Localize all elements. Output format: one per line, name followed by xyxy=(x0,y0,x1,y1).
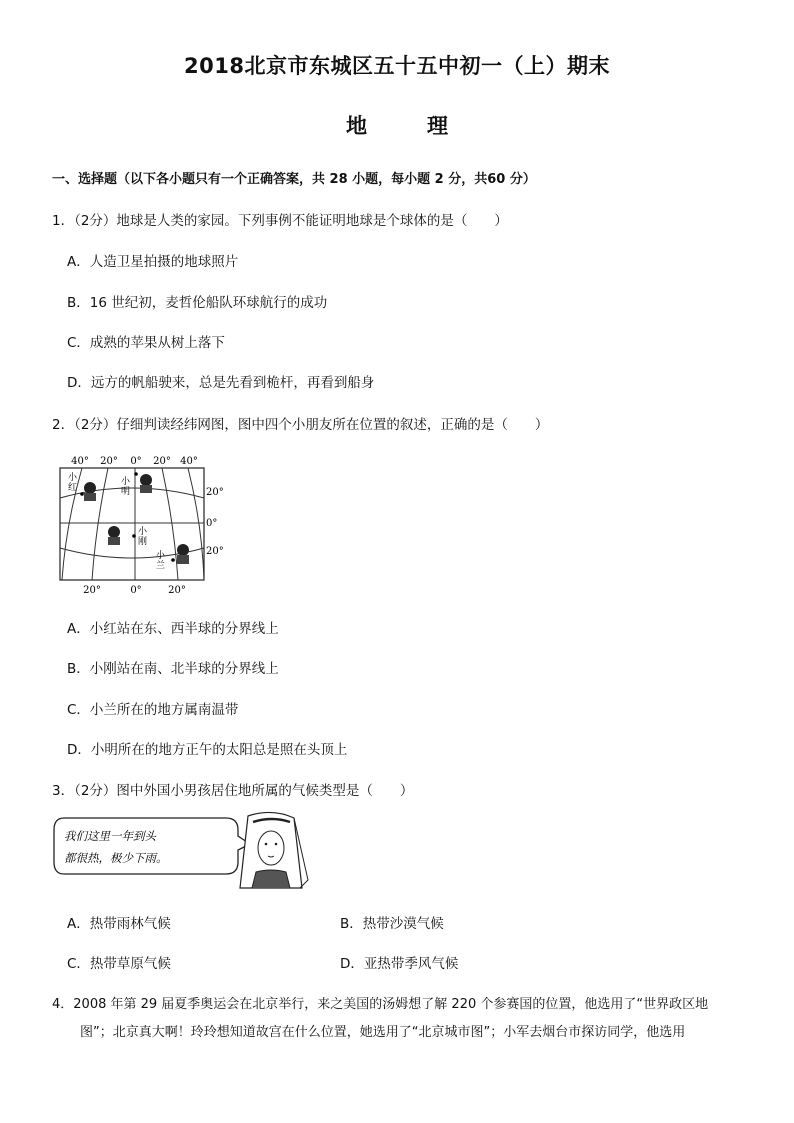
kid-label-xiaogang: 小 xyxy=(138,527,148,537)
question-3-stem: 3．（2分）图中外国小男孩居住地所属的气候类型是（ ） xyxy=(52,783,414,799)
arab-boy-icon xyxy=(240,812,308,888)
question-2-stem: 2．（2分）仔细判读经纬网图，图中四个小朋友所在位置的叙述，正确的是（ ） xyxy=(52,417,549,433)
lon-label: 20° xyxy=(83,585,101,596)
kid-xiaolan-figure xyxy=(171,544,189,564)
question-2-option-a: A．小红站在东、西半球的分界线上 xyxy=(67,621,279,637)
kid-label-xiaogang: 刚 xyxy=(138,537,148,547)
kid-xiaohong-figure xyxy=(80,482,96,501)
question-2-option-c: C．小兰所在的地方属南温带 xyxy=(67,702,239,718)
lon-label: 40° xyxy=(71,456,89,467)
question-2-option-d: D．小明所在的地方正午的太阳总是照在头顶上 xyxy=(67,742,348,758)
subject-title xyxy=(0,110,794,140)
section-heading: 一、选择题（以下各小题只有一个正确答案，共 28 小题，每小题 2 分，共60 分） xyxy=(52,172,536,187)
kid-xiaoming-figure xyxy=(134,472,152,493)
speech-bubble-boy-figure xyxy=(50,810,312,890)
lat-label: 20° xyxy=(206,546,224,557)
lon-label: 20° xyxy=(168,585,186,596)
kid-label-xiaolan: 小 xyxy=(156,551,166,561)
question-3-option-d: D．亚热带季风气候 xyxy=(340,956,459,972)
question-3-option-b: B．热带沙漠气候 xyxy=(340,916,444,932)
question-1-stem: 1．（2分）地球是人类的家园。下列事例不能证明地球是个球体的是（ ） xyxy=(52,213,508,229)
question-4-line-1: 4．2008 年第 29 届夏季奥运会在北京举行，来之美国的汤姆想了解 220 个参赛国的位置，他选用了“世界政区地 xyxy=(52,997,709,1012)
question-4-line-2: 图”；北京真大啊！玲玲想知道故宫在什么位置，她选用了“北京城市图”；小军去烟台市探访同学，他选用 xyxy=(80,1025,686,1040)
question-1-option-d: D．远方的帆船驶来，总是先看到桅杆，再看到船身 xyxy=(67,375,375,391)
speech-bubble xyxy=(54,818,250,874)
speech-line-2: 都很热，极少下雨。 xyxy=(64,851,168,865)
exam-title: 2018北京市东城区五十五中初一（上）期末 xyxy=(184,54,610,78)
kid-label-xiaoming: 小 xyxy=(121,477,131,487)
question-2-option-b: B．小刚站在南、北半球的分界线上 xyxy=(67,661,279,677)
subject-char-1: 地 xyxy=(346,114,367,138)
question-1-option-c: C．成熟的苹果从树上落下 xyxy=(67,335,225,351)
question-3-option-a: A．热带雨林气候 xyxy=(67,916,171,932)
speech-line-1: 我们这里一年到头 xyxy=(64,829,156,843)
lon-label: 20° xyxy=(153,456,171,467)
question-3-option-c: C．热带草原气候 xyxy=(67,956,171,972)
lon-label: 0° xyxy=(130,456,142,467)
lat-label: 20° xyxy=(206,487,224,498)
meridian-line xyxy=(188,468,204,580)
lon-label: 0° xyxy=(130,585,142,596)
kid-label-xiaohong: 红 xyxy=(68,483,78,493)
kid-xiaogang-figure xyxy=(108,526,136,545)
lon-label: 40° xyxy=(180,456,198,467)
question-1-option-b: B．16 世纪初，麦哲伦船队环球航行的成功 xyxy=(67,295,328,311)
kid-label-xiaoming: 明 xyxy=(121,487,131,497)
lon-label: 20° xyxy=(100,456,118,467)
lat-label: 0° xyxy=(206,518,218,529)
question-1-option-a: A．人造卫星拍摄的地球照片 xyxy=(67,254,239,270)
subject-char-2: 理 xyxy=(427,114,448,138)
kid-label-xiaolan: 兰 xyxy=(156,561,166,571)
kid-label-xiaohong: 小 xyxy=(68,473,78,483)
graticule-map-figure xyxy=(52,450,242,600)
